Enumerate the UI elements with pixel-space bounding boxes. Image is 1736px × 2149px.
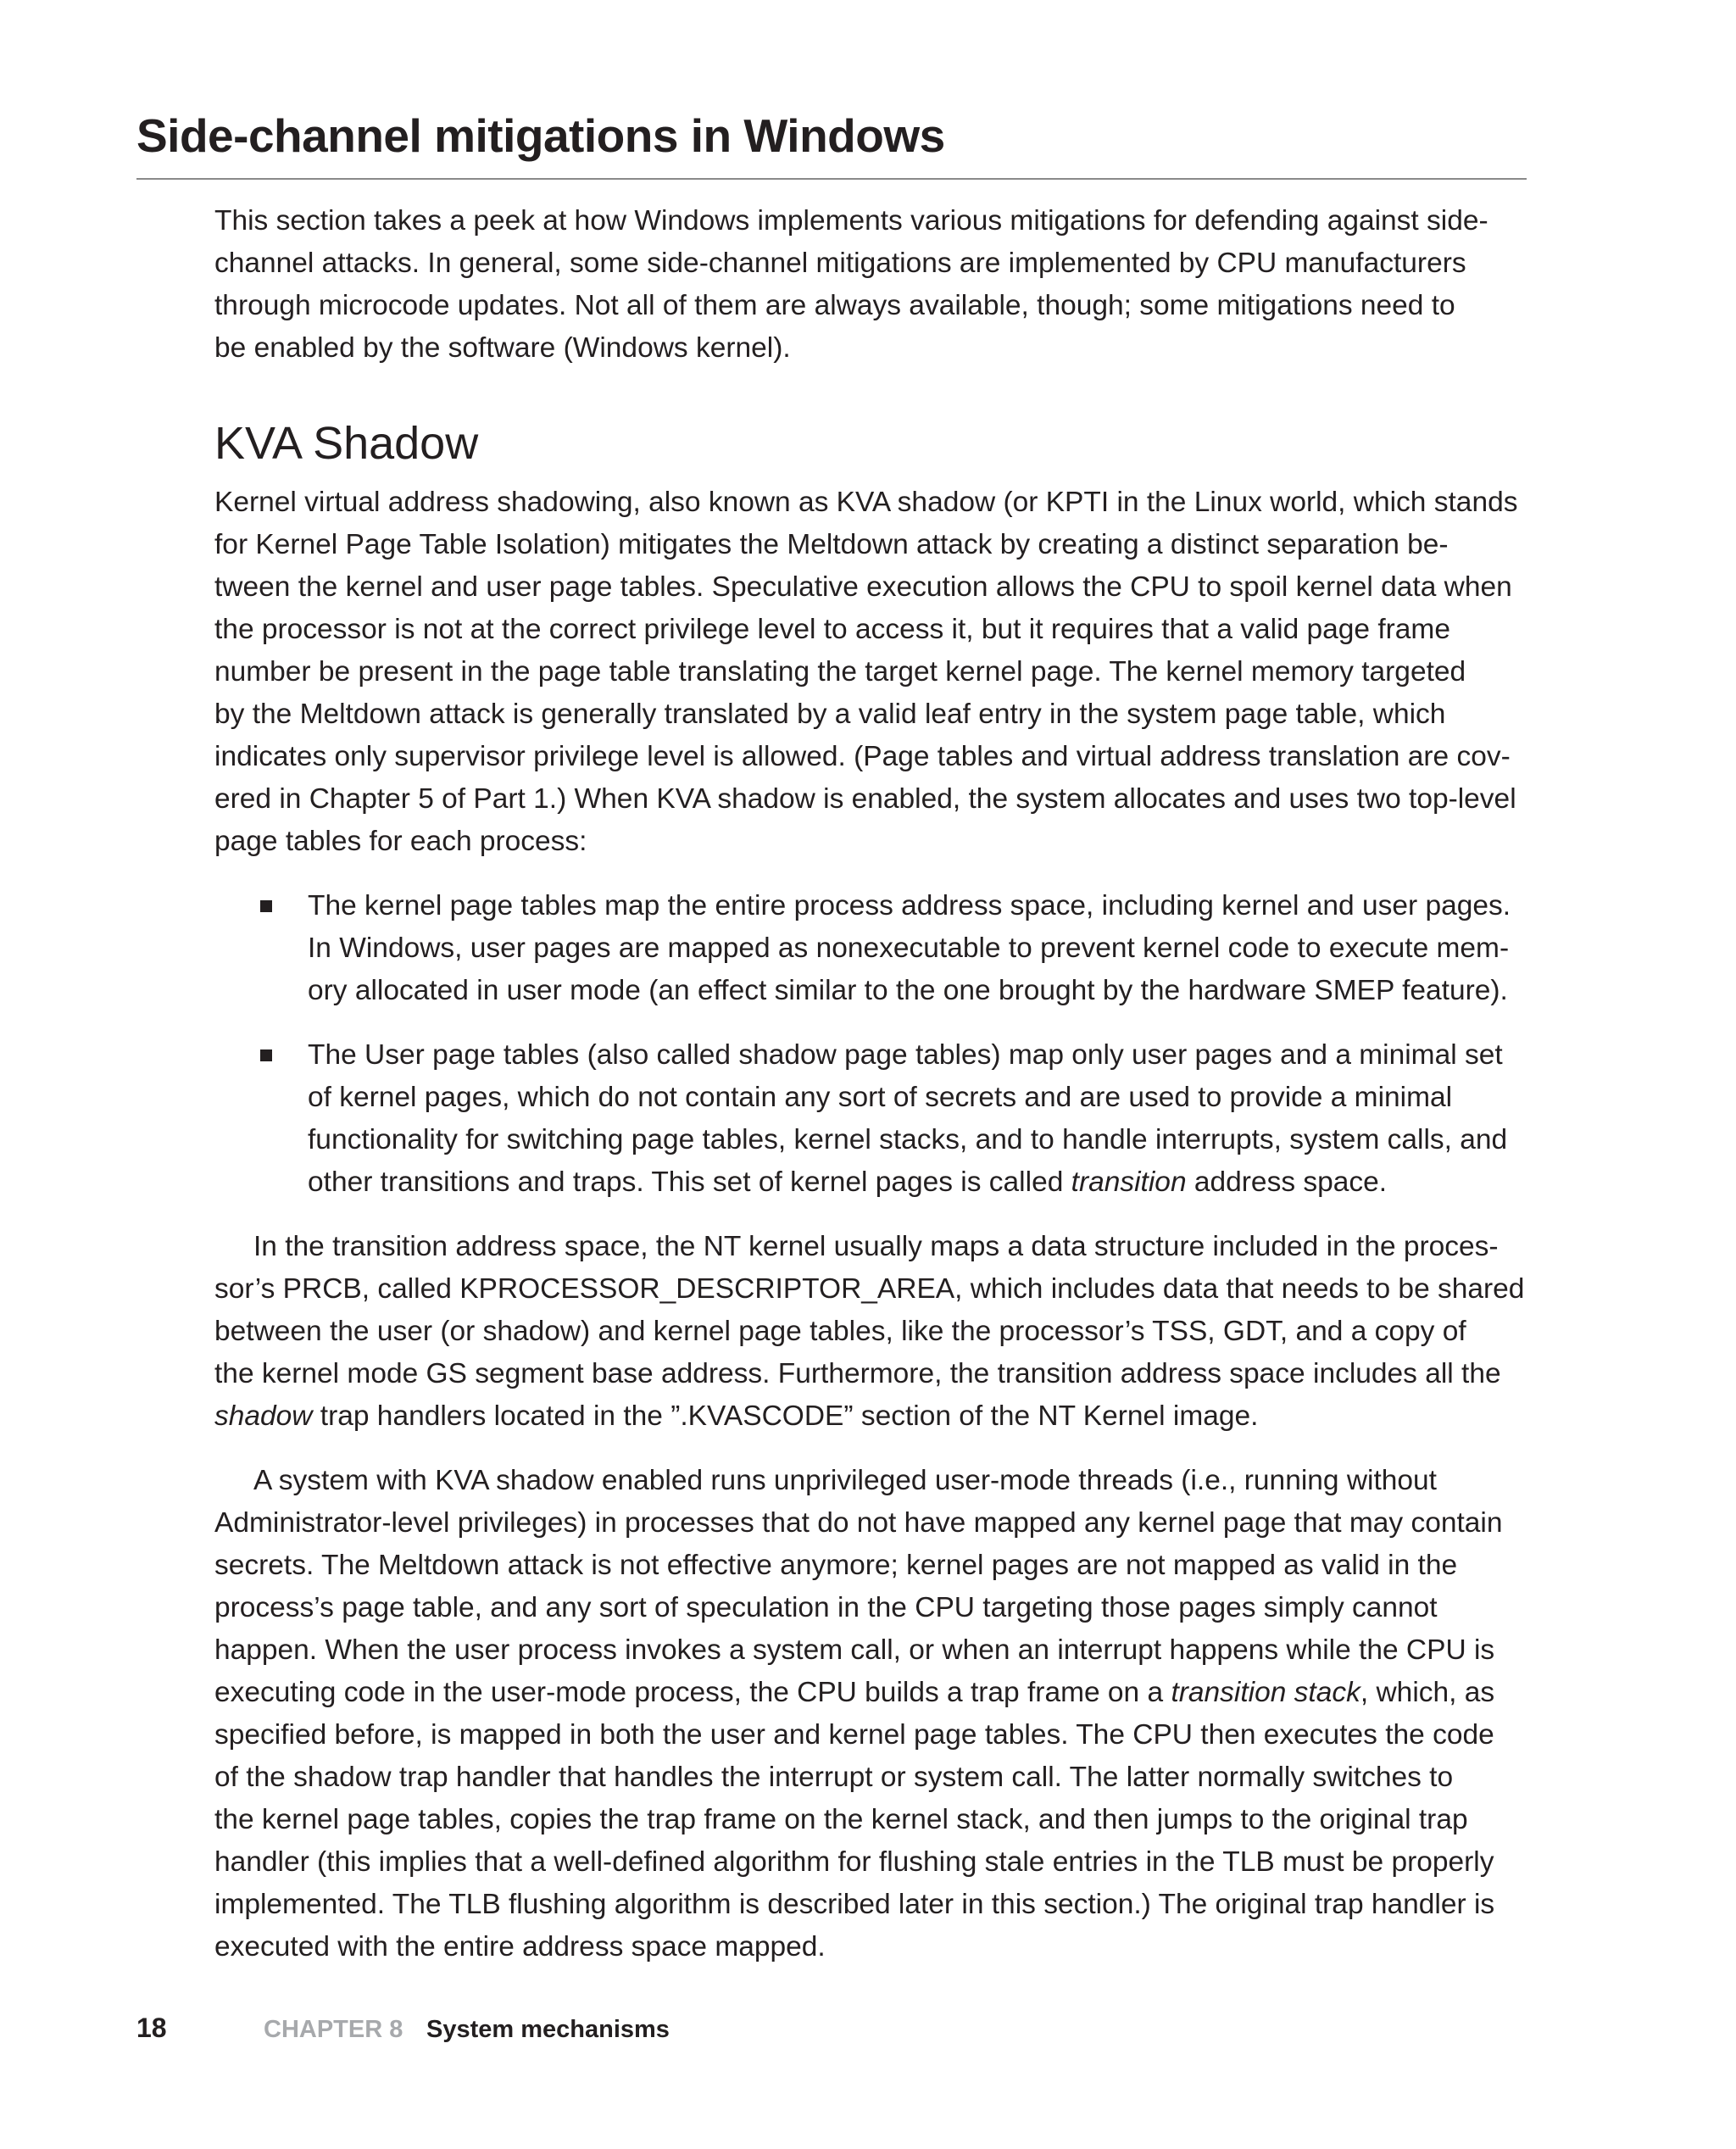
subsection-title: KVA Shadow bbox=[214, 418, 479, 469]
text-line: implemented. The TLB flushing algorithm is described later in this section.) The original trap handler is bbox=[214, 1889, 1495, 1920]
square-bullet-icon bbox=[260, 1049, 272, 1061]
body-text bbox=[214, 200, 1528, 1968]
list-item bbox=[214, 885, 1528, 1012]
section-title: Side-channel mitigations in Windows bbox=[136, 109, 945, 162]
text-line: In the transition address space, the NT kernel usually maps a data structure included in the proces- bbox=[253, 1231, 1499, 1262]
text-line: the kernel mode GS segment base address. Furthermore, the transition address space includes all the bbox=[214, 1358, 1501, 1389]
text-line: be enabled by the software (Windows kernel). bbox=[214, 332, 791, 364]
text-line: A system with KVA shadow enabled runs unprivileged user-mode threads (i.e., running without bbox=[253, 1465, 1437, 1496]
chapter-title: System mechanisms bbox=[426, 2016, 670, 2043]
text-line: channel attacks. In general, some side-channel mitigations are implemented by CPU manufacturers bbox=[214, 248, 1466, 279]
text-line: handler (this implies that a well-defined algorithm for flushing stale entries in the TLB must be properly bbox=[214, 1846, 1494, 1878]
text-line: This section takes a peek at how Windows implements various mitigations for defending against side- bbox=[214, 205, 1488, 237]
text-line bbox=[214, 1395, 1528, 1438]
text-line: tween the kernel and user page tables. Speculative execution allows the CPU to spoil kernel data when bbox=[214, 571, 1512, 603]
kva-paragraph-3 bbox=[214, 1460, 1528, 1968]
emphasis-text: transition bbox=[1071, 1166, 1187, 1198]
text-run: trap handlers located in the ”.KVASCODE” section of the NT Kernel image. bbox=[312, 1400, 1259, 1432]
kva-paragraph-1 bbox=[214, 482, 1528, 863]
text-line: sor’s PRCB, called KPROCESSOR_DESCRIPTOR_AREA, which includes data that needs to be shared bbox=[214, 1273, 1525, 1305]
kva-paragraph-2 bbox=[214, 1226, 1528, 1438]
text-line: ory allocated in user mode (an effect similar to the one brought by the hardware SMEP feature). bbox=[308, 975, 1508, 1006]
text-line: between the user (or shadow) and kernel page tables, like the processor’s TSS, GDT, and a copy of bbox=[214, 1316, 1466, 1347]
text-line: executed with the entire address space mapped. bbox=[214, 1931, 826, 1962]
text-line: the processor is not at the correct privilege level to access it, but it requires that a valid page frame bbox=[214, 614, 1450, 645]
text-line: In Windows, user pages are mapped as nonexecutable to prevent kernel code to execute mem- bbox=[308, 933, 1510, 964]
page-tables-list bbox=[214, 885, 1528, 1204]
intro-paragraph bbox=[214, 200, 1528, 370]
text-line: ered in Chapter 5 of Part 1.) When KVA shadow is enabled, the system allocates and uses two top-level bbox=[214, 783, 1516, 815]
text-line: of kernel pages, which do not contain any sort of secrets and are used to provide a minimal bbox=[308, 1082, 1453, 1113]
text-line: Kernel virtual address shadowing, also known as KVA shadow (or KPTI in the Linux world, which stands bbox=[214, 487, 1518, 518]
text-line: happen. When the user process invokes a system call, or when an interrupt happens while the CPU is bbox=[214, 1634, 1495, 1666]
text-run: , which, as bbox=[1360, 1677, 1495, 1708]
text-line bbox=[308, 1161, 1528, 1204]
text-line: Administrator-level privileges) in processes that do not have mapped any kernel page that may contain bbox=[214, 1507, 1503, 1539]
page-number: 18 bbox=[136, 2013, 167, 2043]
emphasis-text: transition stack bbox=[1171, 1677, 1360, 1708]
text-line: by the Meltdown attack is generally translated by a valid leaf entry in the system page table, which bbox=[214, 699, 1446, 730]
square-bullet-icon bbox=[260, 900, 272, 912]
list-item bbox=[214, 1034, 1528, 1204]
text-line: secrets. The Meltdown attack is not effective anymore; kernel pages are not mapped as valid in the bbox=[214, 1550, 1458, 1581]
text-line: number be present in the page table translating the target kernel page. The kernel memory targeted bbox=[214, 656, 1466, 688]
text-line: indicates only supervisor privilege level is allowed. (Page tables and virtual address translation are cov- bbox=[214, 741, 1511, 772]
text-line: functionality for switching page tables, kernel stacks, and to handle interrupts, system calls, and bbox=[308, 1124, 1508, 1155]
text-run: other transitions and traps. This set of kernel pages is called bbox=[308, 1166, 1071, 1198]
text-line: page tables for each process: bbox=[214, 826, 587, 857]
text-line: process’s page table, and any sort of speculation in the CPU targeting those pages simply cannot bbox=[214, 1592, 1438, 1623]
text-run: executing code in the user-mode process, the CPU builds a trap frame on a bbox=[214, 1677, 1171, 1708]
text-line: for Kernel Page Table Isolation) mitigates the Meltdown attack by creating a distinct separation be- bbox=[214, 529, 1449, 560]
text-run: address space. bbox=[1186, 1166, 1388, 1198]
text-line: of the shadow trap handler that handles the interrupt or system call. The latter normally switches to bbox=[214, 1762, 1454, 1793]
text-line: specified before, is mapped in both the user and kernel page tables. The CPU then executes the code bbox=[214, 1719, 1494, 1751]
title-rule bbox=[136, 178, 1527, 180]
text-line: The kernel page tables map the entire process address space, including kernel and user pages. bbox=[308, 890, 1511, 921]
text-line: The User page tables (also called shadow page tables) map only user pages and a minimal set bbox=[308, 1039, 1503, 1071]
text-line: the kernel page tables, copies the trap frame on the kernel stack, and then jumps to the original trap bbox=[214, 1804, 1468, 1835]
text-line: through microcode updates. Not all of them are always available, though; some mitigations need to bbox=[214, 290, 1455, 321]
emphasis-text: shadow bbox=[214, 1400, 313, 1432]
text-line bbox=[214, 1672, 1528, 1714]
chapter-label: CHAPTER 8 bbox=[264, 2016, 403, 2043]
